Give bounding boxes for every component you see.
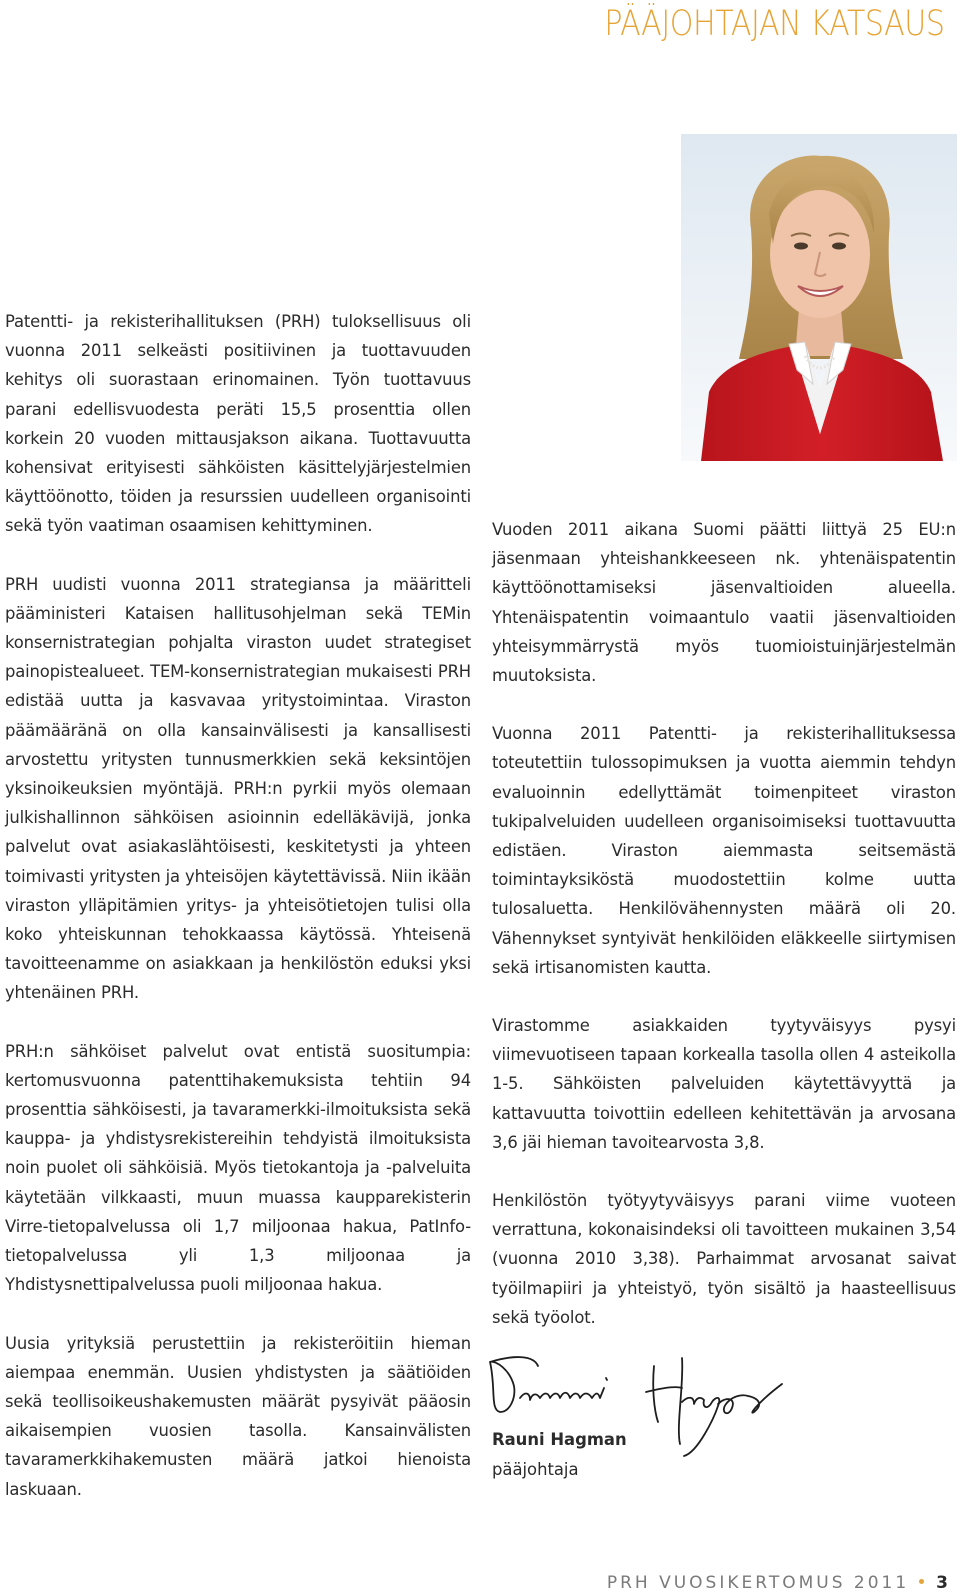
paragraph: Patentti- ja rekisterihallituksen (PRH) tuloksellisuus oli vuonna 2011 selkeästi positiivinen ja tuottavuuden kehitys oli suorastaan erinomainen. Työn tuottavuus parani edellisvuodesta peräti 15,5 prosenttia ollen korkein 20 vuoden mittausjakson aikana. Tuottavuutta kohensivat erityisesti sähköisten käsittelyjärjestelmien käyttöönotto, töiden ja resurssien uudelleen organisointi sekä työn vaatiman osaamisen kehittyminen. <box>5 312 471 536</box>
paragraph: PRH uudisti vuonna 2011 strategiansa ja määritteli pääministeri Kataisen hallitusohjelman sekä TEMin konsernistrategian pohjalta viraston uudet strategiset painopistealueet. TEM-konsernistrategian mukaisesti PRH edistää uutta ja kasvavaa yritystoimintaa. Viraston päämääränä on olla kansainvälisesti ja kansallisesti arvostettu yritysten tunnusmerkkien sekä keksintöjen yksinoikeuksien myöntäjä. PRH:n pyrkii myös olemaan julkishallinnon sähköisen asioinnin edelläkävijä, jonka palvelut ovat asiakaslähtöisesti, keskitetysti ja yhteen toimivasti yritysten ja yhteisöjen käytettävissä. Niin ikään viraston ylläpitämien yritys- ja yhteisötietojen tulisi olla koko yhteiskunnan tehokkaassa käytössä. Yhteisenä tavoitteenamme on asiakkaan ja henkilöstön eduksi yksi yhtenäinen PRH. <box>5 574 471 1003</box>
paragraph: PRH:n sähköiset palvelut ovat entistä suositumpia: kertomusvuonna patenttihakemuksista tehtiin 94 prosenttia sähköisesti, ja tavaramerkki-ilmoituksista sekä kauppa- ja yhdistysrekistereihin tehdyistä ilmoituksista noin puolet oli sähköisiä. Myös tietokantoja ja -palveluita käytetään vilkkaasti, muun muassa kaupparekisterin Virre-tietopalvelussa oli 1,7 miljoonaa hakua, PatInfo-tietopalvelussa yli 1,3 miljoonaa ja Yhdistysnettipalvelussa puoli miljoonaa hakua. <box>5 1041 471 1295</box>
right-column <box>492 515 956 1361</box>
page-number: 3 <box>936 1573 948 1593</box>
portrait-photo <box>681 134 957 461</box>
left-column <box>5 307 471 1533</box>
publication-title: PRH VUOSIKERTOMUS 2011 <box>606 1573 910 1593</box>
paragraph: Henkilöstön työtyytyväisyys parani viime vuoteen verrattuna, kokonaisindeksi oli tavoitteen mukainen 3,54 (vuonna 2010 3,38). Parhaimmat arvosanat saivat työilmapiiri ja yhteistyö, työn sisältö ja haasteellisuus sekä työolot. <box>492 1191 956 1327</box>
paragraph: Vuoden 2011 aikana Suomi päätti liittyä 25 EU:n jäsenmaan yhteishankkeeseen nk. yhtenäispatentin käyttöönottamiseksi jäsenvaltioiden alueella. Yhtenäispatentin voimaantulo vaatii jäsenvaltioiden yhteisymmärrystä myös tuomioistuinjärjestelmän muutoksista. <box>492 520 956 686</box>
separator-dot-icon <box>919 1579 924 1584</box>
paragraph: Vuonna 2011 Patentti- ja rekisterihallituksessa toteutettiin tulossopimuksen ja vuotta aiemmin tehdyn evaluoinnin edellyttämät toimenpiteet viraston tukipalveluiden uudelleen organisoimiseksi tuottavuutta edistäen. Viraston aiemmasta seitsemästä toimintayksiköstä muodostettiin kolme uutta tulosaluetta. Henkilövähennysten määrä oli 20. Vähennykset syntyivät henkilöiden eläkkeelle siirtymisen sekä irtisanomisten kautta. <box>492 724 956 977</box>
signatory-role: pääjohtaja <box>492 1460 579 1479</box>
portrait-illustration <box>681 134 957 461</box>
paragraph: Uusia yrityksiä perustettiin ja rekisteröitiin hieman aiempaa enemmän. Uusien yhdistysten ja säätiöiden sekä teollisoikeushakemusten määrät pysyivät pääosin aikaisempien vuosien tasolla. Kansainvälisten tavaramerkkihakemusten määrä jatkoi hienoista laskuaan. <box>5 1333 471 1499</box>
paragraph: Virastomme asiakkaiden tyytyväisyys pysyi viimevuotiseen tapaan korkealla tasolla ollen 4 asteikolla 1-5. Sähköisten palveluiden käytettävyyttä ja kattavuutta toivottiin edelleen kehitettävän ja arvosana 3,6 jäi hieman tavoitearvosta 3,8. <box>492 1016 956 1152</box>
page-footer <box>607 1570 948 1596</box>
page-title: PÄÄJOHTAJAN KATSAUS <box>604 4 945 44</box>
signatory-name: Rauni Hagman <box>492 1430 627 1449</box>
